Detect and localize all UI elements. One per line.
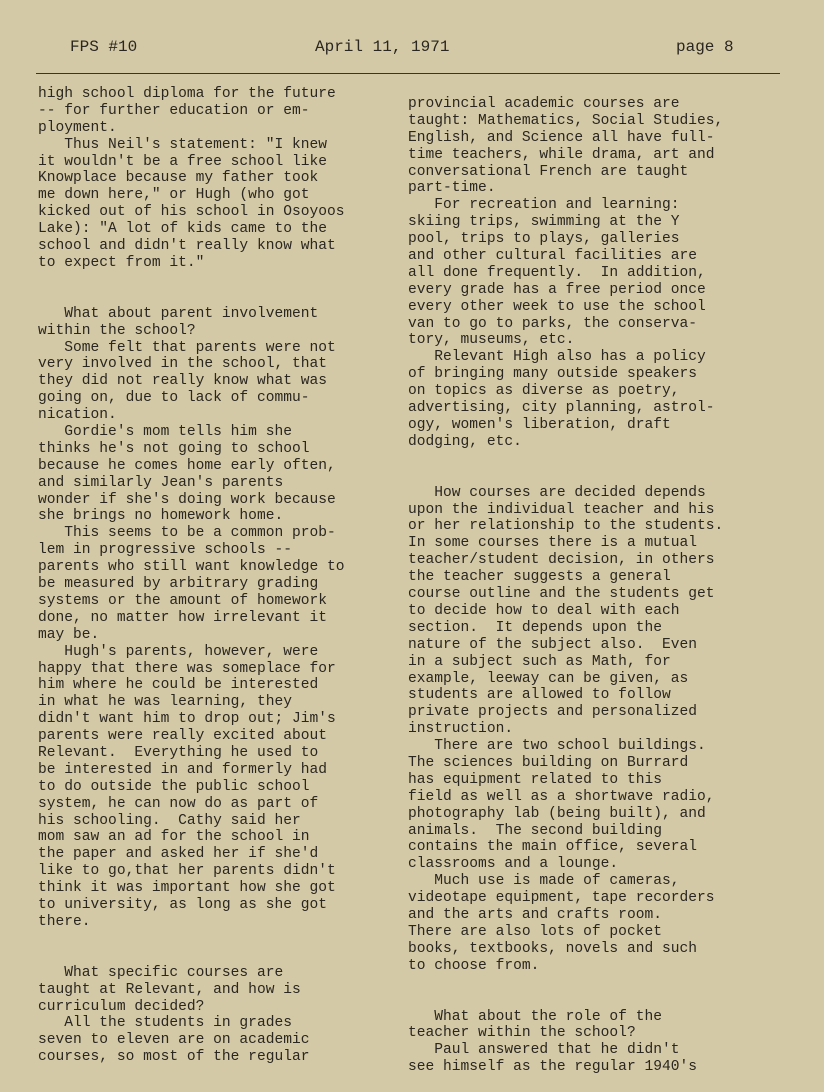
text-line: students are allowed to follow <box>408 687 671 704</box>
text-line: provincial academic courses are <box>408 96 680 112</box>
text-line: school and didn't really know what <box>38 238 336 255</box>
text-line: How courses are decided depends <box>408 484 706 501</box>
text-line: ogy, women's liberation, draft <box>408 416 671 433</box>
text-line: van to go to parks, the conserva- <box>408 315 698 332</box>
text-line: Hugh's parents, however, were <box>38 643 319 660</box>
text-line: In some courses there is a mutual <box>408 535 698 552</box>
text-line: all done frequently. In addition, <box>408 264 706 281</box>
text-line: his schooling. Cathy said her <box>38 812 301 829</box>
text-line <box>408 992 803 1009</box>
text-line: Relevant High also has a policy <box>408 349 706 366</box>
text-line: every grade has a free period once <box>408 281 706 298</box>
text-line: mom saw an ad for the school in <box>38 829 310 846</box>
text-line: the teacher suggests a general <box>408 569 671 586</box>
text-line: taught at Relevant, and how is <box>38 981 301 998</box>
text-line <box>408 468 803 485</box>
text-line: books, textbooks, novels and such <box>408 940 698 957</box>
text-line: conversational French are taught <box>408 163 689 180</box>
text-line: system, he can now do as part of <box>38 795 319 812</box>
text-line: to expect from it." <box>38 254 205 271</box>
page-header <box>0 38 824 62</box>
text-line: they did not really know what was <box>38 373 328 390</box>
text-line: in a subject such as Math, for <box>408 653 671 670</box>
text-line: high school diploma for the future <box>38 86 336 102</box>
text-line: may be. <box>38 626 100 643</box>
text-line: lem in progressive schools -- <box>38 542 292 559</box>
text-line: to do outside the public school <box>38 778 310 795</box>
text-line: course outline and the students get <box>408 586 715 603</box>
text-line: Lake): "A lot of kids came to the <box>38 221 328 238</box>
text-line: kicked out of his school in Osoyoos <box>38 204 345 221</box>
text-line: nature of the subject also. Even <box>408 636 698 653</box>
text-line: very involved in the school, that <box>38 356 328 373</box>
text-line: there. <box>38 913 91 930</box>
text-line: because he comes home early often, <box>38 457 336 474</box>
text-line <box>38 272 398 289</box>
text-line: ployment. <box>38 119 117 136</box>
text-line: part-time. <box>408 180 496 197</box>
text-line: and other cultural facilities are <box>408 248 698 265</box>
text-line: thinks he's not going to school <box>38 440 310 457</box>
text-line: be interested in and formerly had <box>38 761 328 778</box>
text-line: There are two school buildings. <box>408 738 706 755</box>
text-line: wonder if she's doing work because <box>38 491 336 508</box>
text-line: contains the main office, several <box>408 839 698 856</box>
text-line: to choose from. <box>408 957 540 974</box>
text-line: think it was important how she got <box>38 880 336 897</box>
text-line: every other week to use the school <box>408 298 706 315</box>
text-line: example, leeway can be given, as <box>408 670 689 687</box>
text-line: has equipment related to this <box>408 771 662 788</box>
text-line: teacher within the school? <box>408 1025 636 1042</box>
text-line: tory, museums, etc. <box>408 332 575 349</box>
text-line: be measured by arbitrary grading <box>38 576 319 593</box>
text-line: advertising, city planning, astrol- <box>408 400 715 417</box>
text-line: classrooms and a lounge. <box>408 856 619 873</box>
text-line: or her relationship to the students. <box>408 518 724 535</box>
page-number: page 8 <box>676 38 734 56</box>
text-line: it wouldn't be a free school like <box>38 153 328 170</box>
text-line: What specific courses are <box>38 964 284 981</box>
text-line: of bringing many outside speakers <box>408 366 698 383</box>
text-line: she brings no homework home. <box>38 508 284 525</box>
text-line: done, no matter how irrelevant it <box>38 609 328 626</box>
text-line: on topics as diverse as poetry, <box>408 383 680 400</box>
left-column <box>38 86 398 1066</box>
text-line: curriculum decided? <box>38 998 205 1015</box>
text-line: like to go,that her parents didn't <box>38 863 336 880</box>
text-line: -- for further education or em- <box>38 102 310 119</box>
header-rule <box>36 73 780 74</box>
text-line: photography lab (being built), and <box>408 805 706 822</box>
text-line: private projects and personalized <box>408 704 698 721</box>
text-line: All the students in grades <box>38 1015 292 1032</box>
text-line: taught: Mathematics, Social Studies, <box>408 112 724 129</box>
text-line: section. It depends upon the <box>408 619 662 636</box>
text-line <box>38 289 398 306</box>
text-line <box>408 975 803 992</box>
text-line: English, and Science all have full- <box>408 129 715 146</box>
text-line: him where he could be interested <box>38 677 319 694</box>
text-line: Much use is made of cameras, <box>408 873 680 890</box>
text-line: see himself as the regular 1940's <box>408 1059 698 1076</box>
text-line: didn't want him to drop out; Jim's <box>38 711 336 728</box>
text-line: What about the role of the <box>408 1008 662 1025</box>
text-line: The sciences building on Burrard <box>408 754 689 771</box>
text-line: dodging, etc. <box>408 433 522 450</box>
text-line: Gordie's mom tells him she <box>38 424 292 441</box>
text-line: This seems to be a common prob- <box>38 525 336 542</box>
text-line: parents were really excited about <box>38 728 328 745</box>
text-line: nication. <box>38 407 117 424</box>
text-line: going on, due to lack of commu- <box>38 390 310 407</box>
right-column <box>408 96 803 1076</box>
text-line: upon the individual teacher and his <box>408 501 715 518</box>
text-line: Relevant. Everything he used to <box>38 744 319 761</box>
text-line: skiing trips, swimming at the Y <box>408 214 680 231</box>
text-line: Paul answered that he didn't <box>408 1042 680 1059</box>
text-line <box>38 931 398 948</box>
text-line: teacher/student decision, in others <box>408 552 715 569</box>
text-line: systems or the amount of homework <box>38 592 328 609</box>
text-line: What about parent involvement <box>38 305 319 322</box>
text-line <box>408 451 803 468</box>
text-line: field as well as a shortwave radio, <box>408 788 715 805</box>
text-line: to decide how to deal with each <box>408 602 680 619</box>
publication-id: FPS #10 <box>70 38 138 56</box>
text-line: instruction. <box>408 721 514 738</box>
text-line <box>38 948 398 965</box>
text-line: Thus Neil's statement: "I knew <box>38 136 328 153</box>
text-line: the paper and asked her if she'd <box>38 846 319 863</box>
text-line: me down here," or Hugh (who got <box>38 187 310 204</box>
issue-date: April 11, 1971 <box>315 38 450 56</box>
text-line: courses, so most of the regular <box>38 1049 310 1066</box>
text-line: Some felt that parents were not <box>38 339 336 356</box>
text-line: For recreation and learning: <box>408 197 680 214</box>
text-line: happy that there was someplace for <box>38 660 336 677</box>
text-line: parents who still want knowledge to <box>38 559 345 576</box>
text-line: There are also lots of pocket <box>408 923 662 940</box>
text-line: and similarly Jean's parents <box>38 474 284 491</box>
text-line: seven to eleven are on academic <box>38 1032 310 1049</box>
text-line: Knowplace because my father took <box>38 170 319 187</box>
text-line: videotape equipment, tape recorders <box>408 890 715 907</box>
text-line: within the school? <box>38 322 196 339</box>
text-line: pool, trips to plays, galleries <box>408 231 680 248</box>
text-line: in what he was learning, they <box>38 694 292 711</box>
text-line: time teachers, while drama, art and <box>408 146 715 163</box>
text-line: and the arts and crafts room. <box>408 906 662 923</box>
text-line: to university, as long as she got <box>38 896 328 913</box>
text-line: animals. The second building <box>408 822 662 839</box>
